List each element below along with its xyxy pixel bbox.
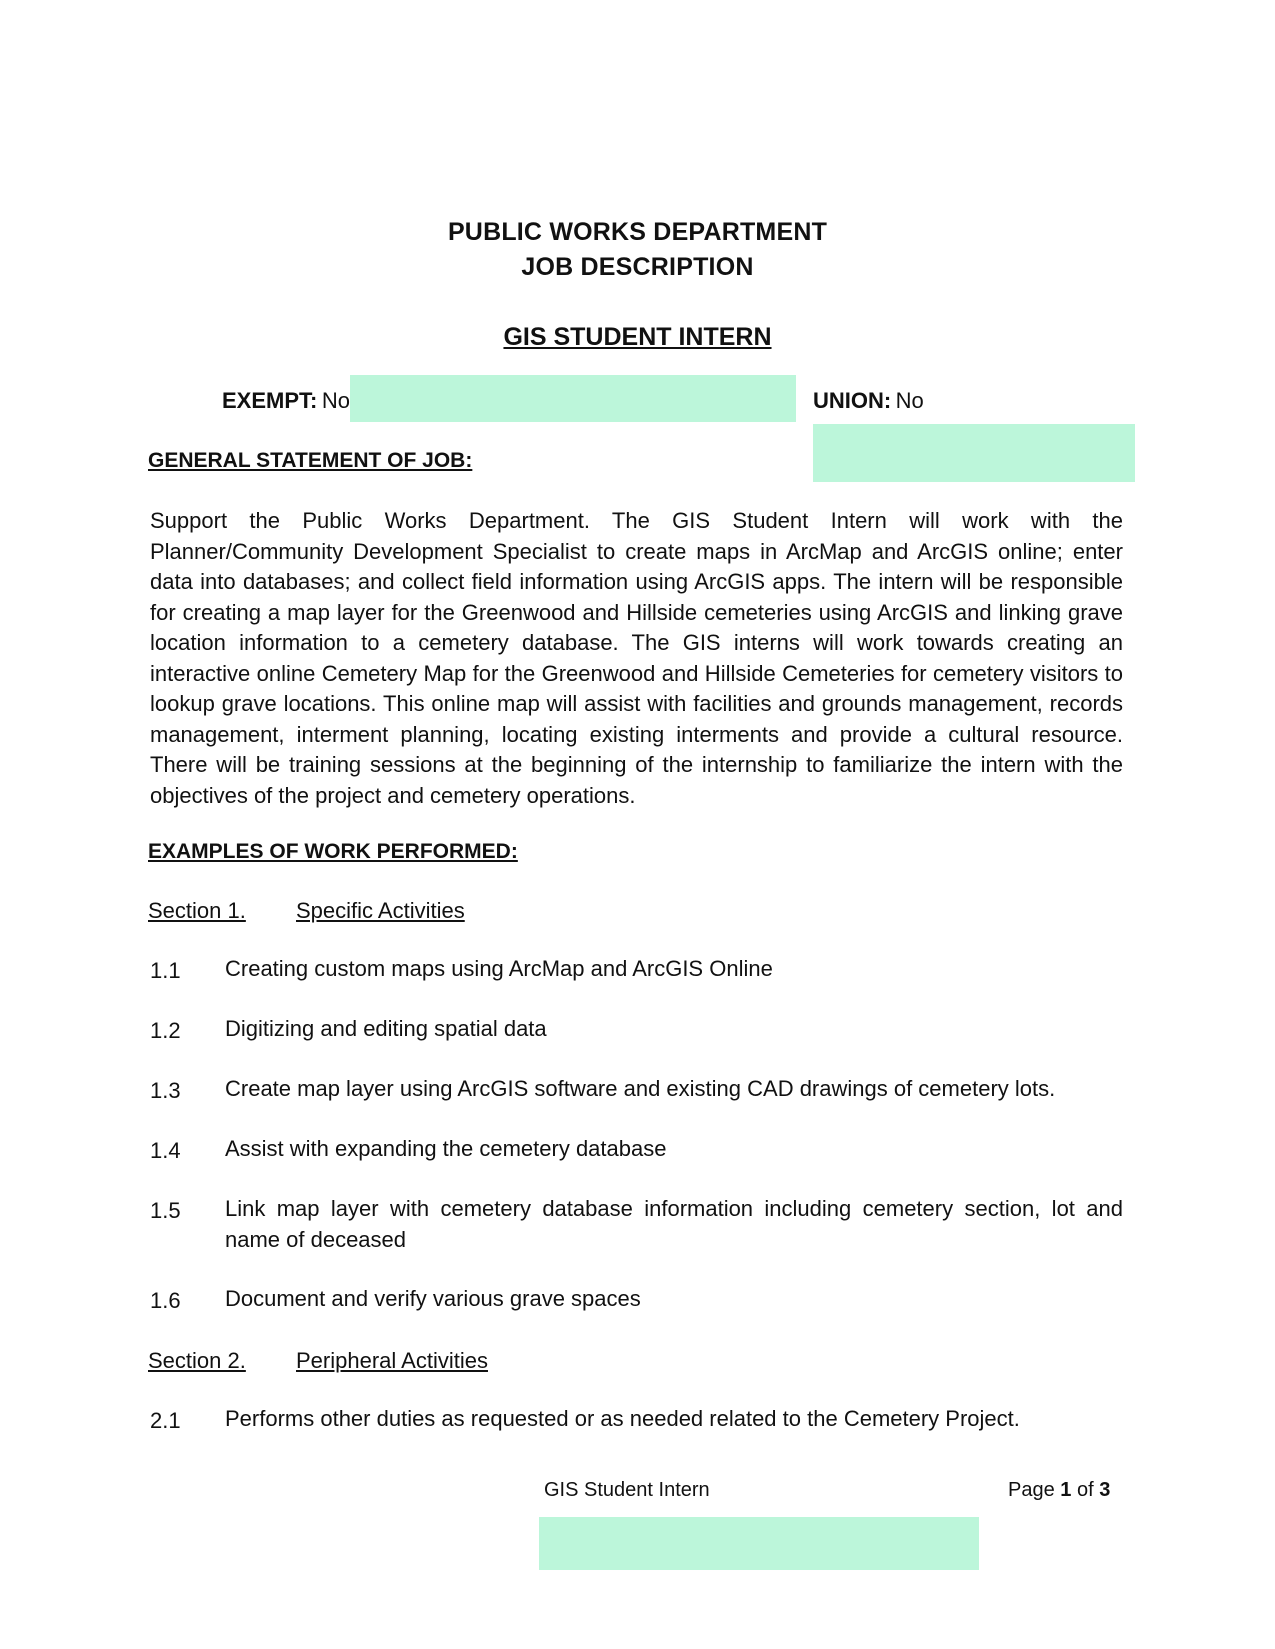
item-number: 1.2 xyxy=(150,1018,181,1043)
activity-item: Digitizing and editing spatial data xyxy=(225,1016,547,1041)
item-number: 2.1 xyxy=(150,1408,181,1433)
exempt-value: No xyxy=(321,388,350,413)
redaction-box-2 xyxy=(813,424,1135,482)
exempt-label: EXEMPT: xyxy=(222,388,318,413)
department-title: PUBLIC WORKS DEPARTMENT xyxy=(447,218,828,246)
item-number: 1.4 xyxy=(150,1138,181,1163)
item-number: 1.3 xyxy=(150,1078,181,1103)
item-number: 1.5 xyxy=(150,1198,181,1223)
union-row xyxy=(813,388,924,414)
redaction-box-1 xyxy=(350,375,796,422)
page-of: of xyxy=(1076,1479,1094,1501)
item-number: 1.1 xyxy=(150,958,181,983)
page-word: Page xyxy=(1008,1479,1055,1501)
activity-item: Assist with expanding the cemetery database xyxy=(225,1136,667,1161)
general-statement-text: Support the Public Works Department. The GIS Student Intern will work with the Planner/Community Development Specialist to create maps in ArcMap and ArcGIS online; enter data into databases; and collect field information using ArcGIS apps. The intern will be responsible for creating a map layer for the Greenwood and Hillside cemeteries using ArcGIS and linking grave location information to a cemetery database. The GIS interns will work towards creating an interactive online Cemetery Map for the Greenwood and Hillside Cemeteries for cemetery visitors to lookup grave locations. This online map will assist with facilities and grounds management, records management, interment planning, locating existing interments and provide a cultural resource. There will be training sessions at the beginning of the internship to familiarize the intern with the objectives of the project and cemetery operations. xyxy=(150,508,1123,808)
page-current: 1 xyxy=(1060,1479,1072,1501)
page-total: 3 xyxy=(1099,1479,1111,1501)
section-1-label: Section 1. xyxy=(148,898,246,923)
redaction-box-3 xyxy=(539,1517,979,1570)
union-value: No xyxy=(895,388,924,413)
exempt-row xyxy=(222,388,350,414)
job-title: GIS STUDENT INTERN xyxy=(503,323,772,351)
activity-item: Link map layer with cemetery database information including cemetery section, lot and name of deceased xyxy=(225,1196,1123,1252)
union-label: UNION: xyxy=(813,388,892,413)
activity-item: Create map layer using ArcGIS software and existing CAD drawings of cemetery lots. xyxy=(225,1076,1056,1101)
activity-item: Creating custom maps using ArcMap and ArcGIS Online xyxy=(225,956,773,981)
general-statement-heading: GENERAL STATEMENT OF JOB: xyxy=(148,449,473,472)
examples-heading: EXAMPLES OF WORK PERFORMED: xyxy=(148,840,518,863)
item-number: 1.6 xyxy=(150,1288,181,1313)
section-1-title: Specific Activities xyxy=(296,898,465,923)
activity-item: Document and verify various grave spaces xyxy=(225,1286,641,1311)
activity-item: Performs other duties as requested or as needed related to the Cemetery Project. xyxy=(225,1406,1020,1431)
page-number xyxy=(1008,1479,1110,1502)
footer-title: GIS Student Intern xyxy=(544,1479,710,1501)
section-2-label: Section 2. xyxy=(148,1348,246,1373)
section-2-title: Peripheral Activities xyxy=(296,1348,488,1373)
doc-type-title: JOB DESCRIPTION xyxy=(521,253,754,281)
